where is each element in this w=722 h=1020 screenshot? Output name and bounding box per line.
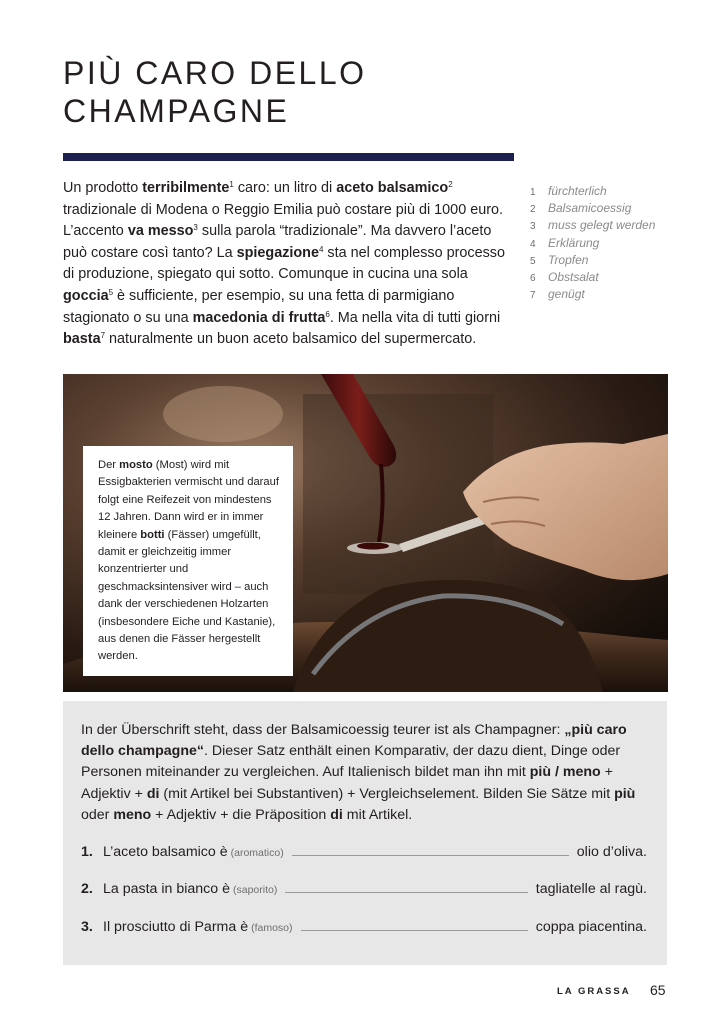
exercise-item-text: La pasta in bianco è — [103, 881, 230, 897]
exercise-text: . Dieser Satz enthält einen Komparativ, der dazu dient, Dinge oder Personen miteinander zu vergleichen. Auf Italienisch bildet man ihn mit — [81, 743, 621, 781]
exercise-item-2 — [81, 881, 647, 903]
glossary-translation: fürchterlich — [548, 184, 607, 198]
exercise-bold-term: „più caro dello champagne“ — [81, 722, 627, 760]
photo-caption — [83, 446, 293, 676]
exercise-item-3 — [81, 919, 647, 941]
page-title — [63, 54, 523, 130]
exercise-bold-term: meno — [113, 806, 152, 823]
intro-footnote-ref: 6 — [325, 309, 330, 319]
glossary-translation: genügt — [548, 287, 585, 302]
intro-text: naturalmente un buon aceto balsamico del supermercato. — [105, 331, 477, 348]
intro-bold-term: va messo — [127, 223, 194, 240]
exercise-item-1 — [81, 844, 647, 866]
exercise-instructions — [81, 720, 647, 826]
exercise-item-ending: coppa piacentina. — [535, 919, 647, 935]
intro-bold-term: macedonia di frutta — [192, 309, 326, 326]
exercise-text: mit Artikel. — [342, 806, 413, 823]
intro-text: caro: un litro di — [233, 180, 337, 196]
glossary-list — [530, 183, 700, 303]
glossary-number: 2 — [530, 204, 536, 216]
exercise-box — [63, 701, 667, 965]
glossary-number: 4 — [530, 238, 536, 250]
background-light — [163, 386, 283, 442]
glossary-translation: Erklärung — [548, 235, 600, 250]
glossary-item — [530, 183, 700, 200]
exercise-item-hint: (aromatico) — [230, 847, 284, 859]
intro-text: tradizionale di Modena o Reggio Emilia può costare più di 1000 euro. L’accento — [63, 201, 503, 240]
intro-footnote-ref: 4 — [318, 244, 324, 254]
glossary-item — [530, 200, 700, 217]
caption-bold-term: mosto — [119, 459, 153, 471]
glossary-item — [530, 286, 700, 303]
glossary-item — [530, 217, 700, 234]
caption-text: (Most) wird mit Essigbakterien vermischt und darauf folgt eine Reifezeit von mindestens 12 Jahren. Dann wird er in immer kleinere — [98, 459, 279, 541]
intro-text: sta nel complesso processo di produzione, spiegato qui sotto. Comunque in cucina una sola — [63, 244, 506, 283]
footer-brand: LA GRASSA — [557, 986, 631, 997]
exercise-text: In der Überschrift steht, dass der Balsamicoessig teurer ist als Champagner: — [81, 722, 565, 738]
exercise-bold-term: più / meno — [529, 764, 601, 781]
exercise-item-hint: (famoso) — [251, 922, 293, 934]
exercise-bold-term: di — [330, 806, 343, 823]
glossary-translation: Obstsalat — [548, 269, 599, 284]
intro-bold-term: basta — [63, 331, 101, 348]
page-number: 65 — [650, 982, 666, 998]
intro-text: Un prodotto — [63, 180, 143, 196]
glossary-translation: Tropfen — [548, 252, 589, 267]
glossary-item — [530, 252, 700, 269]
exercise-text: + Adjektiv + — [81, 764, 613, 802]
intro-footnote-ref: 3 — [193, 223, 198, 233]
glossary-number: 7 — [530, 290, 536, 302]
glossary-item — [530, 235, 700, 252]
exercise-item-number: 2. — [81, 881, 93, 897]
exercise-item-hint: (saporito) — [233, 884, 278, 896]
answer-blank[interactable] — [285, 882, 527, 893]
intro-bold-term: aceto balsamico — [336, 180, 449, 196]
page-title-line-1: PIÙ CARO DELLO — [63, 55, 367, 91]
intro-bold-term: goccia — [63, 287, 109, 304]
intro-footnote-ref: 7 — [100, 331, 106, 341]
intro-text: sulla parola “tradizionale”. Ma davvero l’aceto può costare così tanto? La — [63, 223, 492, 261]
caption-bold-term: botti — [140, 528, 165, 541]
answer-blank[interactable] — [292, 845, 569, 856]
exercise-bold-term: di — [146, 785, 160, 802]
exercise-bold-term: più — [614, 785, 636, 802]
glossary-number: 5 — [530, 255, 536, 267]
exercise-text: (mit Artikel bei Substantiven) + Vergleichselement. Bilden Sie Sätze mit — [159, 785, 615, 802]
glossary-translation: Balsamicoessig — [548, 201, 632, 216]
intro-footnote-ref: 5 — [108, 287, 114, 297]
vinegar-drop — [357, 543, 389, 550]
answer-blank[interactable] — [301, 920, 528, 931]
page-title-line-2: CHAMPAGNE — [63, 93, 290, 129]
exercise-text: oder — [81, 806, 114, 823]
glossary-number: 6 — [530, 272, 536, 284]
exercise-item-number: 1. — [81, 844, 93, 860]
intro-bold-term: spiegazione — [236, 244, 319, 261]
glossary-translation: muss gelegt werden — [548, 218, 656, 233]
intro-footnote-ref: 1 — [229, 180, 234, 189]
intro-bold-term: terribilmente — [142, 180, 230, 196]
exercise-item-ending: olio d’oliva. — [576, 844, 647, 860]
exercise-item-text: L’aceto balsamico è — [103, 844, 228, 860]
exercise-text: + Adjektiv + die Präposition — [151, 806, 331, 823]
glossary-item — [530, 269, 700, 286]
glossary-number: 1 — [530, 187, 536, 198]
intro-text: . Ma nella vita di tutti giorni — [329, 309, 501, 326]
exercise-item-ending: tagliatelle al ragù. — [535, 881, 647, 897]
title-rule — [63, 153, 514, 161]
exercise-item-text: Il prosciutto di Parma è — [103, 919, 249, 935]
intro-text: è sufficiente, per esempio, su una fetta di parmigiano stagionato o su una — [63, 287, 455, 326]
exercise-item-number: 3. — [81, 919, 93, 935]
glossary-number: 3 — [530, 221, 536, 233]
intro-paragraph — [63, 178, 513, 351]
caption-text: Der — [98, 459, 120, 471]
caption-text: (Fässer) umgefüllt, damit er gleichzeitig immer konzentrierter und geschmacksintensiver wird – auch dank der verschiedenen Holzarten (insbesondere Eiche und Kastanie), aus denen die Fässer hergestellt werden. — [98, 528, 276, 663]
intro-footnote-ref: 2 — [448, 180, 453, 189]
